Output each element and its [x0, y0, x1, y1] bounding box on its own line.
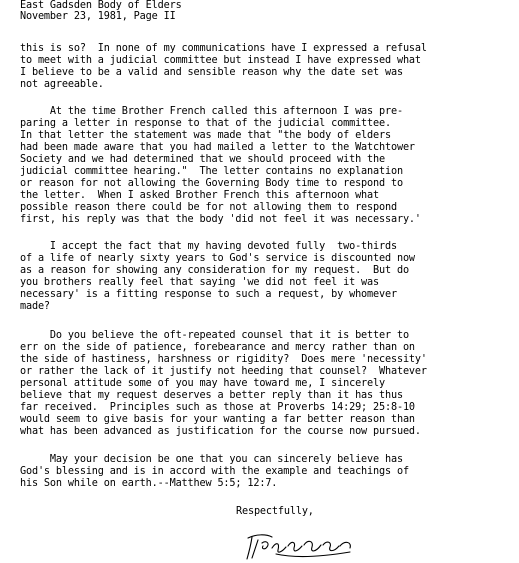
paragraph-4-line-3: the side of hastiness, harshness or rigidity? Does mere 'necessity'	[20, 354, 427, 365]
paragraph-2-line-8: the letter. When I asked Brother French this afternoon what	[20, 190, 380, 201]
paragraph-4-line-9: what has been advanced as justification for the course now pursued.	[20, 426, 421, 437]
paragraph-2-line-9: possible reason there could be for not allowing them to respond	[20, 202, 397, 213]
paragraph-3-line-6: made?	[20, 301, 50, 312]
paragraph-4-line-2: err on the side of patience, forebearance and mercy rather than on	[20, 342, 415, 353]
closing-text: Respectfully,	[236, 506, 314, 517]
paragraph-4-line-4: or rather the lack of it justify not heeding that counsel? Whatever	[20, 366, 427, 377]
paragraph-1-line-3: I believe to be a valid and sensible reason why the date set was	[20, 67, 403, 78]
paragraph-4-line-1: Do you believe the oft-repeated counsel that it is better to	[20, 330, 409, 341]
paragraph-4-line-8: would seem to give basis for your wanting a far better reason than	[20, 414, 415, 425]
header-line-1: East Gadsden Body of Elders	[20, 0, 182, 11]
paragraph-4-line-7: far received. Principles such as those at Proverbs 14:29; 25:8-10	[20, 402, 415, 413]
paragraph-3-line-2: of a life of nearly sixty years to God's service is discounted now	[20, 253, 415, 264]
paragraph-1-line-2: to meet with a judicial committee but instead I have expressed what	[20, 55, 421, 66]
paragraph-1-line-1: this is so? In none of my communications have I expressed a refusal	[20, 43, 427, 54]
paragraph-5-line-2: God's blessing and is in accord with the example and teachings of	[20, 466, 409, 477]
paragraph-2-line-6: judicial committee hearing." The letter contains no explanation	[20, 166, 403, 177]
paragraph-4-line-6: believe that my request deserves a better reply than it has thus	[20, 390, 403, 401]
paragraph-3-line-5: necessary' is a fitting response to such a request, by whomever	[20, 289, 397, 300]
paragraph-5-line-3: his Son while on earth.--Matthew 5:5; 12:7.	[20, 478, 278, 489]
paragraph-3-line-1: I accept the fact that my having devoted fully two-thirds	[20, 241, 397, 252]
paragraph-3-line-3: as a reason for showing any consideration for my request. But do	[20, 265, 409, 276]
paragraph-2-line-2: paring a letter in response to that of the judicial committee.	[20, 118, 391, 129]
paragraph-5-line-1: May your decision be one that you can sincerely believe has	[20, 454, 403, 465]
paragraph-2-line-4: had been made aware that you had mailed a letter to the Watchtower	[20, 142, 415, 153]
paragraph-2-line-10: first, his reply was that the body 'did not feel it was necessary.'	[20, 214, 421, 225]
paragraph-2-line-7: or reason for not allowing the Governing Body time to respond to	[20, 178, 403, 189]
paragraph-2-line-1: At the time Brother French called this afternoon I was pre-	[20, 106, 403, 117]
paragraph-1-line-4: not agreeable.	[20, 79, 104, 90]
handwritten-signature-icon	[242, 528, 362, 562]
paragraph-2-line-5: Society and we had determined that we should proceed with the	[20, 154, 385, 165]
paragraph-3-line-4: you brothers really feel that saying 'we did not feel it was	[20, 277, 380, 288]
paragraph-4-line-5: personal attitude some of you may have toward me, I sincerely	[20, 378, 385, 389]
paragraph-2-line-3: In that letter the statement was made that "the body of elders	[20, 130, 391, 141]
header-line-2: November 23, 1981, Page II	[20, 11, 176, 22]
